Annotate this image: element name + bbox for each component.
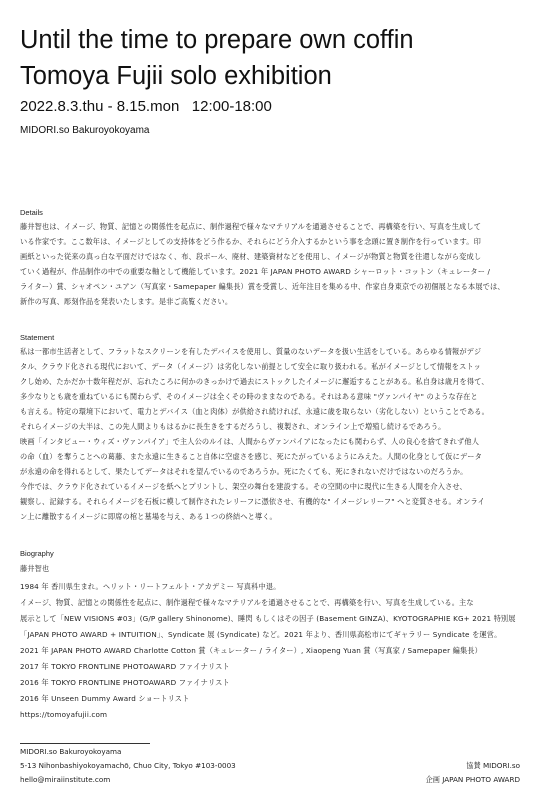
bio-line: イメージ、物質、記憶との関係性を起点に、制作過程で様々なマテリアルを通過させることで、再構築を行い、写真を生成している。主な [20, 598, 474, 607]
footer-email-link[interactable]: hello@miraiinstitute.com [20, 775, 111, 784]
exhibition-dates: 2022.8.3.thu - 8.15.mon 12:00-18:00 [20, 98, 272, 115]
title-line-1: Until the time to prepare own coffin [20, 26, 414, 54]
statement-line: の命（血）を奪うことへの葛藤、また永遠に生きること自体に空虚さを感じ、死にたがっているようにみえた。人間の化身として仮にデータ [20, 452, 482, 461]
details-line: ライター）賞、シャオペン・ユアン（写真家・Samepaper 編集長）賞を受賞し、近年注目を集める中、作家自身東京での初個展となる本展では、 [20, 282, 505, 291]
artist-name: 藤井智也 [20, 564, 50, 573]
details-line: いる作家です。ここ数年は、イメージとしての支持体をどう作るか、それらにどう介入するかという事を念頭に置き制作を行っています。印 [20, 237, 481, 246]
footer-address: 5-13 Nihonbashiyokoyamachō, Chuo City, Tokyo #103-0003 [20, 761, 236, 770]
bio-line: 2016 年 TOKYO FRONTLINE PHOTOAWARD ファイナリスト [20, 678, 230, 687]
footer-organizer: 企画 JAPAN PHOTO AWARD [425, 775, 520, 784]
footer-support: 協賛 MIDORI.so [466, 761, 520, 770]
details-line: 新作の写真、彫刻作品を発表いたします。是非ご高覧ください。 [20, 297, 233, 306]
statement-line: も言える。特定の環境下において、電力とデバイス（血と肉体）が供給され続ければ、永遠に歳を取らない（劣化しない）ということである。 [20, 407, 489, 416]
statement-line: 今作では、クラウド化されているイメージを紙へとプリントし、架空の舞台を建設する。その空間の中に現代に生きる人間を介入させ、 [20, 482, 467, 491]
bio-line: 「JAPAN PHOTO AWARD + INTUITION」、Syndicate 展 (Syndicate) など。2021 年より、香川県高松市にてギャラリー Syndicate を運営。 [20, 630, 502, 639]
statement-line: タル、クラウド化される現代において、データ（イメージ）は劣化しない前提として安全に取り扱われる。私がイメージとして情報をストッ [20, 362, 481, 371]
bio-line: 1984 年 香川県生まれ。ヘリット・リートフェルト・アカデミー 写真科中退。 [20, 582, 281, 591]
statement-line: ン上に離散するイメージに即席の棺と墓場を与え、ある１つの終結へと導く。 [20, 512, 277, 521]
statement-line: 観察し、記録する。それらイメージを石板に模して制作されたレリーフに憑依させ、有機的な" イメージレリーフ" へと変質させる。オンライ [20, 497, 485, 506]
bio-line: 2017 年 TOKYO FRONTLINE PHOTOAWARD ファイナリスト [20, 662, 230, 671]
artist-website-link[interactable]: https://tomoyafujii.com [20, 710, 108, 719]
statement-line: 映画「インタビュー・ウィズ・ヴァンパイア」で主人公のルイは、人間からヴァンパイアになったにも関わらず、人の良心を捨てきれず他人 [20, 437, 480, 446]
exhibition-title [20, 22, 414, 94]
statement-line: 多少なりとも歳を重ねているにも関わらず、そのイメージは全くその時のままなのである。それはある意味 "ヴァンパイヤ" のような存在と [20, 392, 478, 401]
footer-divider [20, 743, 150, 744]
details-text [20, 219, 520, 309]
details-line: 画紙といった従来の真っ白な平面だけではなく、布、段ボール、廃材、建築資材などを使用し、イメージが物質と物質を往還しながら変成し [20, 252, 482, 261]
statement-line: それらイメージの大半は、この先人間よりもはるかに長生きをするだろうし、複製され、オンライン上で増殖し続けるであろう。 [20, 422, 446, 431]
details-line: 藤井智也は、イメージ、物質、記憶との関係性を起点に、制作過程で様々なマテリアルを通過させることで、再構築を行い、写真を生成して [20, 222, 482, 231]
statement-line: クし始め、たかだか十数年程だが、忘れたころに何かのきっかけで過去にストックしたイメージに邂逅することがある。私自身は歳月を得て、 [20, 377, 489, 386]
biography-heading: Biography [20, 549, 54, 558]
statement-heading: Statement [20, 333, 55, 342]
details-line: ていく過程が、作品制作の中での重要な軸として機能しています。2021 年 JAPAN PHOTO AWARD シャーロット・コットン（キュレーター / [20, 267, 491, 276]
bio-line: 展示として「NEW VISIONS #03」(G/P gallery Shinonome)、睡閃 もしくはその因子 (Basement GINZA)、KYOTOGRAPHIE KG+ 2021 特別展 [20, 614, 516, 623]
bio-line: 2016 年 Unseen Dummy Award ショートリスト [20, 694, 190, 703]
bio-line: 2021 年 JAPAN PHOTO AWARD Charlotte Cotton 賞（キュレーター / ライター）, Xiaopeng Yuan 賞（写真家 / Samepaper 編集長） [20, 646, 482, 655]
statement-line: が永遠の命を得れるとして、果たしてデータはそれを望んでいるのであろうか。死にたくても、死にきれないだけではないのだろうか。 [20, 467, 468, 476]
footer-venue: MIDORI.so Bakuroyokoyama [20, 747, 122, 756]
statement-text [20, 344, 520, 524]
statement-line: 私は一都市生活者として、フラットなスクリーンを有したデバイスを使用し、質量のないデータを扱い生活をしている。あらゆる情報がデジ [20, 347, 482, 356]
exhibition-venue: MIDORI.so Bakuroyokoyama [20, 125, 150, 136]
title-line-2: Tomoya Fujii solo exhibition [20, 62, 332, 90]
details-heading: Details [20, 208, 43, 217]
